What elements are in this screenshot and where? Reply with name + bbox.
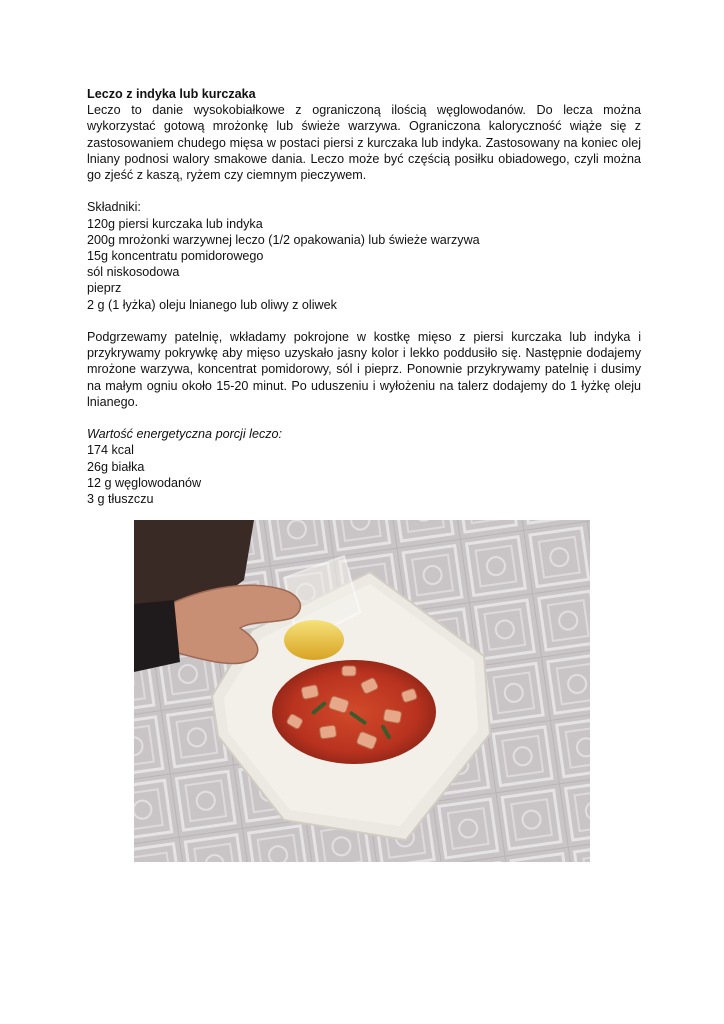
ingredient-item: 200g mrożonki warzywnej leczo (1/2 opakowania) lub świeże warzywa xyxy=(87,232,480,247)
ingredient-item: 2 g (1 łyżka) oleju lnianego lub oliwy z oliwek xyxy=(87,297,337,312)
nutrition-item: 26g białka xyxy=(87,459,145,474)
nutrition-item: 174 kcal xyxy=(87,443,134,458)
recipe-title: Leczo z indyka lub kurczaka xyxy=(87,87,256,101)
ingredient-item: sól niskosodowa xyxy=(87,265,180,280)
ingredient-item: 120g piersi kurczaka lub indyka xyxy=(87,216,263,231)
ingredients-heading: Składniki: xyxy=(87,200,141,215)
linseed-oil xyxy=(284,620,344,660)
nutrition-item: 3 g tłuszczu xyxy=(87,492,154,507)
dish-photo xyxy=(134,520,590,862)
recipe-intro: Leczo to danie wysokobiałkowe z ograniczoną ilością węglowodanów. Do lecza można wykorzystać gotową mrożonkę lub świeże warzywa. Ograniczona kaloryczność wiąże się z zastosowaniem chudego mięsa w postaci piersi z kurczaka lub indyka. Zastosowany na koniec olej lniany podnosi walory smakowe dania. Leczo może być częścią posiłku obiadowego, czyli można go zjeść z kaszą, ryżem czy ciemnym pieczywem. xyxy=(87,103,641,183)
ingredient-item: 15g koncentratu pomidorowego xyxy=(87,249,264,264)
nutrition-heading: Wartość energetyczna porcji leczo: xyxy=(87,427,283,442)
recipe-text xyxy=(87,86,641,507)
preparation-text: Podgrzewamy patelnię, wkładamy pokrojone w kostkę mięso z piersi kurczaka lub indyka i przykrywamy pokrywkę aby mięso uzyskało jasny kolor i lekko poddusiło się. Następnie dodajemy mrożone warzywa, koncentrat pomidorowy, sól i pieprz. Ponownie przykrywamy patelnię i dusimy na małym ogniu około 15-20 minut. Po uduszeniu i wyłożeniu na talerz dodajemy do 1 łyżkę oleju lnianego. xyxy=(87,330,641,409)
ingredient-item: pieprz xyxy=(87,281,122,296)
nutrition-item: 12 g węglowodanów xyxy=(87,475,202,490)
sleeve xyxy=(134,600,180,672)
